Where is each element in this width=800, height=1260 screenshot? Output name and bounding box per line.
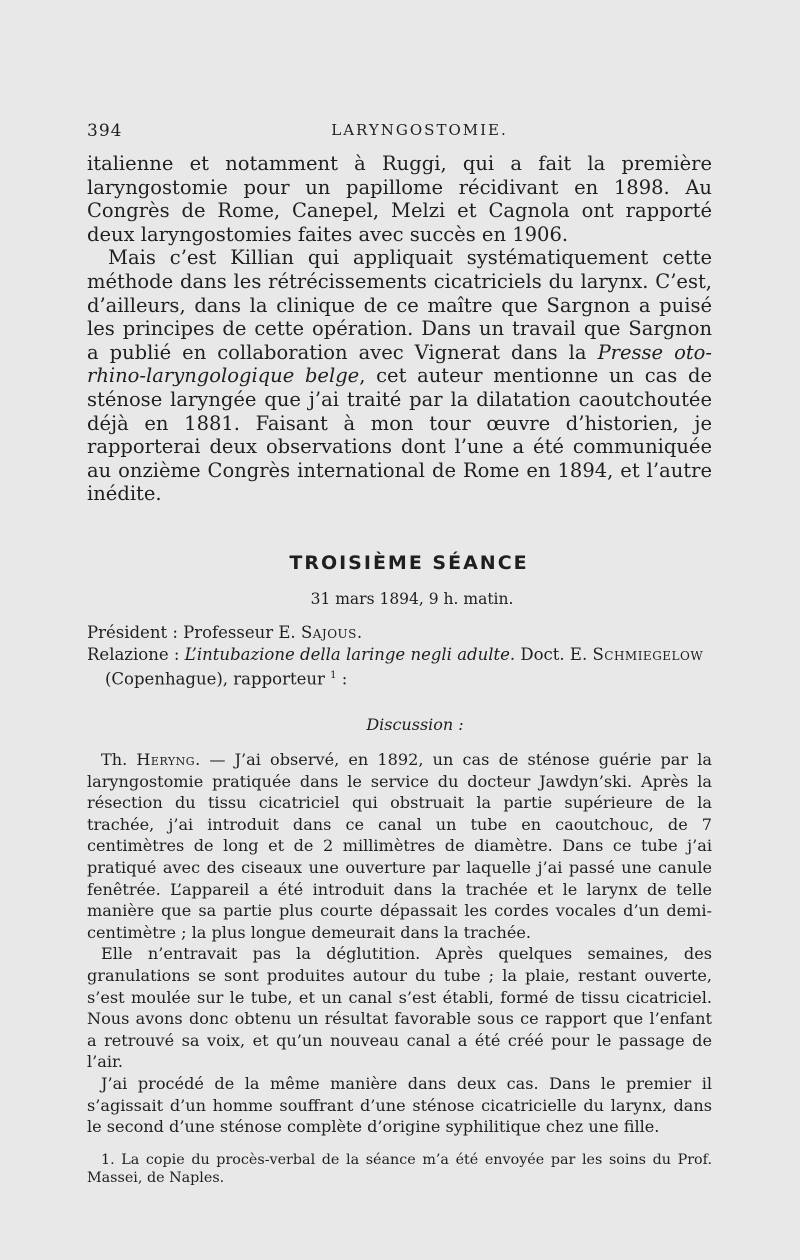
footnote bbox=[87, 1151, 712, 1187]
paragraph-2 bbox=[87, 246, 712, 506]
speaker-name: Heryng bbox=[136, 750, 196, 769]
journal-title: Presse oto-rhino-laryngologique belge bbox=[87, 340, 713, 388]
relazione-line bbox=[87, 644, 713, 666]
main-text bbox=[87, 152, 712, 506]
paragraph-2-start: Mais c’est Killian qui appliquait systématiquement cette méthode dans les rétrécissements cicatriciels du larynx. C’est, d’ailleurs, dans la clinique de ce maître que Sargnon a puisé les principes de cette opération. Dans un travail que Sargnon a publié en collaboration avec Vignerat dans la bbox=[87, 246, 712, 364]
relazione-doct: Doct. E. bbox=[515, 644, 593, 664]
paragraph-2-end: , cet auteur mentionne un cas de sténose laryngée que j’ai traité par la dilatation caoutchoutée déjà en 1881. Faisant à mon tour œuvre d’historien, je rapporterai deux observations dont l’une a été communiquée au onzième Congrès international de Rome en 1894, et l’autre inédite. bbox=[87, 364, 712, 506]
president-label: Président : Professeur bbox=[87, 623, 279, 642]
paragraph-1: italienne et notamment à Ruggi, qui a fait la première laryngostomie pour un papillome récidivant en 1898. Au Congrès de Rome, Canepel, Melzi et Cagnola ont rapporté deux laryngostomies faites avec succès en 1906. bbox=[87, 152, 712, 246]
running-title: LARYNGOSTOMIE. bbox=[331, 121, 508, 139]
footnote-marker: 1 bbox=[330, 670, 337, 681]
president-line bbox=[87, 622, 713, 644]
session-meta bbox=[87, 622, 713, 690]
relazione-cont: (Copenhague), rapporteur bbox=[105, 669, 325, 689]
president-name: Sajous bbox=[300, 623, 357, 642]
page-header bbox=[87, 121, 712, 147]
relazione-end: : bbox=[336, 669, 348, 689]
footnote-text: 1. La copie du procès-verbal de la séance m’a été envoyée par les soins du Prof. Massei, de Naples. bbox=[87, 1152, 712, 1186]
page-number: 394 bbox=[87, 121, 123, 141]
relazione-label: Relazione : bbox=[87, 644, 185, 664]
president-end: . bbox=[356, 623, 363, 642]
discussion-paragraph-1 bbox=[87, 749, 712, 943]
discussion-text bbox=[87, 749, 712, 1138]
discussion-heading: Discussion : bbox=[366, 715, 464, 734]
session-date: 31 mars 1894, 9 h. matin. bbox=[310, 590, 514, 608]
session-title: TROISIÈME SÉANCE bbox=[289, 552, 529, 574]
relazione-title: L’intubazione della laringe negli adulte. bbox=[184, 644, 516, 664]
discussion-paragraph-1-text: . — J’ai observé, en 1892, un cas de sténose guérie par la laryngostomie pratiquée dans le service du docteur Jawdyn’ski. Après la résection du tissu cicatriciel qui obstruait la partie supérieure de la trachée, j’ai introduit dans ce canal un tube en caoutchouc, de 7 centimètres de long et de 2 millimètres de diamètre. Dans ce tube j’ai pratiqué avec des ciseaux une ouverture par laquelle j’ai passé une canule fenêtrée. L’appareil a été introduit dans la trachée et le larynx de telle manière que sa partie plus courte dépassait les cordes vocales d’un demi-centimètre ; la plus longue demeurait dans la trachée. bbox=[87, 750, 712, 942]
president-initial: E. bbox=[278, 623, 301, 642]
discussion-paragraph-3: J’ai procédé de la même manière dans deux cas. Dans le premier il s’agissait d’un homme souffrant d’une sténose cicatricielle du larynx, dans le second d’une sténose complète d’origine syphilitique chez une fille. bbox=[87, 1073, 712, 1137]
discussion-paragraph-2: Elle n’entravait pas la déglutition. Après quelques semaines, des granulations se sont produites autour du tube ; la plaie, restant ouverte, s’est moulée sur le tube, et un canal s’est établi, formé de tissu cicatriciel. Nous avons donc obtenu un résultat favorable sous ce rapport que l’enfant a retrouvé sa voix, et qu’un nouveau canal a été créé pour le passage de l’air. bbox=[87, 944, 712, 1072]
speaker-prefix: Th. bbox=[101, 750, 137, 769]
rapporteur-name: Schmiegelow bbox=[592, 644, 704, 664]
relazione-continuation bbox=[87, 665, 713, 690]
